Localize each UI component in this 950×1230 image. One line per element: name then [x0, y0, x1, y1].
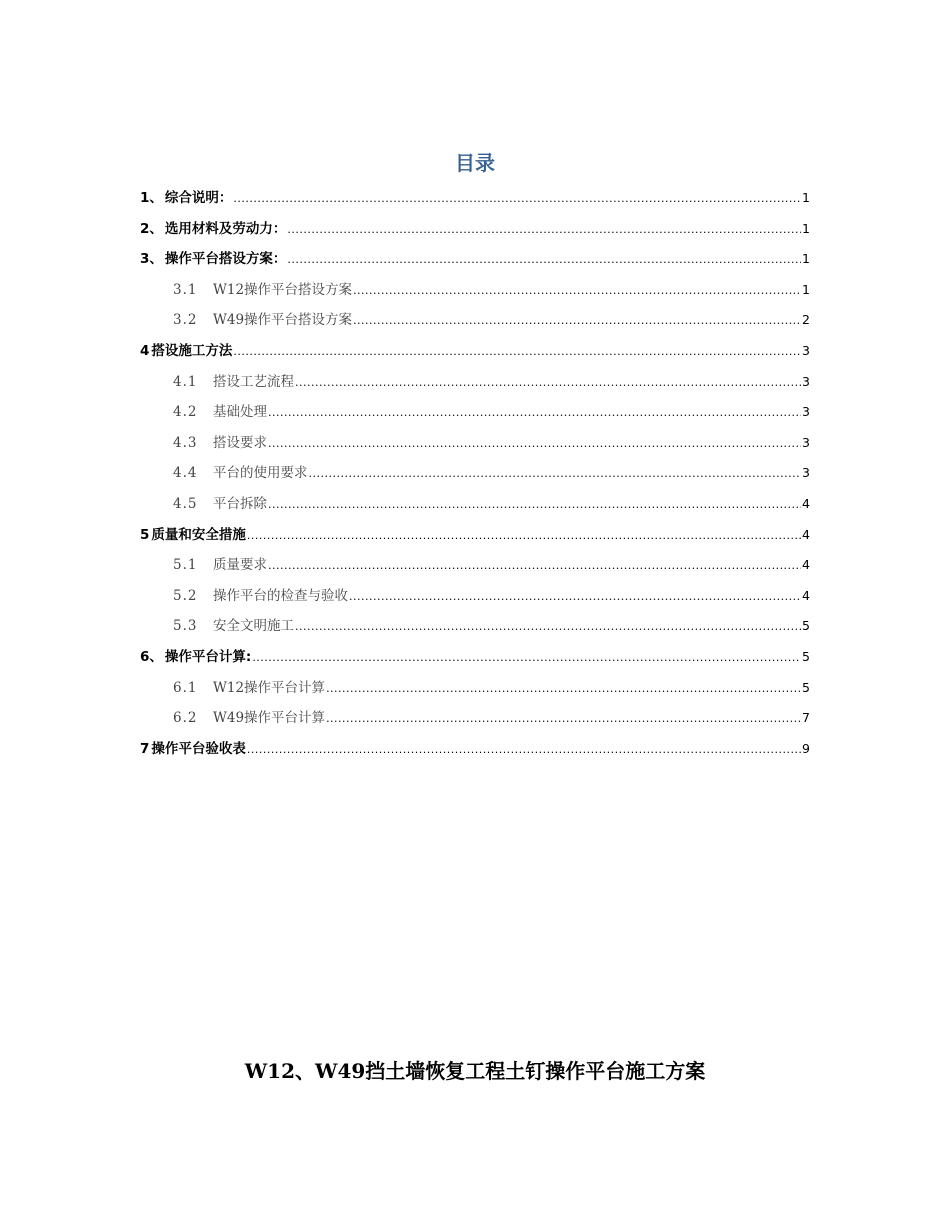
toc-entry-number: 5 [140, 526, 150, 543]
toc-entry[interactable] [140, 336, 810, 367]
toc-entry-label: 平台拆除 [213, 495, 267, 512]
toc-entry-label: 平台的使用要求 [213, 465, 308, 482]
toc-entry-number: 6.1 [173, 679, 198, 696]
toc-entry-number: 3.2 [173, 312, 198, 329]
toc-page-number: 5 [802, 648, 810, 664]
toc-page-number: 5 [802, 679, 810, 695]
toc-leader-dots [326, 704, 801, 735]
toc-entry[interactable] [140, 520, 810, 551]
toc-page-number: 4 [802, 526, 810, 542]
toc-entry-number: 6.2 [173, 710, 198, 727]
toc-subentry[interactable] [140, 703, 810, 734]
toc-entry-number: 4 [140, 342, 150, 359]
toc-entry-number: 4.1 [173, 373, 198, 390]
toc-entry-label: 搭设要求 [213, 434, 267, 451]
toc-page-number: 4 [802, 495, 810, 511]
toc-subentry[interactable] [140, 458, 810, 489]
toc-entry-label: 搭设工艺流程 [213, 373, 294, 390]
toc-entry-number: 4.4 [173, 465, 198, 482]
toc-leader-dots [233, 184, 801, 215]
toc-subentry[interactable] [140, 305, 810, 336]
toc-page-number: 9 [802, 740, 810, 756]
table-of-contents [140, 183, 810, 764]
toc-page-number: 4 [802, 557, 810, 573]
toc-entry-label: 操作平台搭设方案： [164, 251, 287, 268]
toc-leader-dots [353, 306, 801, 337]
toc-entry[interactable] [140, 183, 810, 214]
toc-leader-dots [247, 521, 801, 552]
toc-page-number: 3 [802, 434, 810, 450]
toc-entry-number: 4.3 [173, 434, 198, 451]
toc-entry-number: 5.3 [173, 618, 198, 635]
toc-entry-label: 安全文明施工 [213, 618, 294, 635]
toc-entry-number: 2、 [140, 220, 163, 237]
toc-page-number: 1 [802, 220, 810, 236]
toc-page-number: 2 [802, 312, 810, 328]
toc-entry-label: 基础处理 [213, 404, 267, 421]
toc-entry[interactable] [140, 734, 810, 765]
toc-entry-label: W12操作平台计算 [213, 679, 326, 696]
toc-entry-number: 6、 [140, 648, 163, 665]
toc-leader-dots [268, 551, 801, 582]
toc-entry-label: 搭设施工方法 [151, 342, 233, 359]
toc-page-number: 7 [802, 710, 810, 726]
toc-subentry[interactable] [140, 367, 810, 398]
toc-page-number: 1 [802, 251, 810, 267]
toc-entry-label: 操作平台的检查与验收 [213, 587, 348, 604]
toc-entry-label: W49操作平台搭设方案 [213, 312, 353, 329]
toc-entry-label: 综合说明： [164, 190, 233, 206]
toc-subentry[interactable] [140, 489, 810, 520]
toc-leader-dots [295, 612, 801, 643]
toc-page-number: 3 [802, 404, 810, 420]
toc-entry-number: 5.2 [173, 587, 198, 604]
toc-leader-dots [268, 398, 801, 429]
toc-leader-dots [252, 643, 801, 674]
toc-leader-dots [287, 215, 801, 246]
toc-page-number: 5 [802, 618, 810, 634]
toc-page-number: 3 [802, 373, 810, 389]
toc-entry-label: 操作平台计算: [164, 648, 252, 665]
toc-leader-dots [247, 735, 801, 766]
toc-leader-dots [295, 368, 801, 399]
toc-page-number: 1 [802, 281, 810, 297]
toc-entry-label: 质量和安全措施 [151, 526, 246, 543]
toc-entry-number: 4.2 [173, 404, 198, 421]
toc-leader-dots [326, 674, 801, 705]
toc-leader-dots [268, 490, 801, 521]
toc-subentry[interactable] [140, 673, 810, 704]
toc-entry[interactable] [140, 642, 810, 673]
toc-entry[interactable] [140, 214, 810, 245]
toc-entry-label: 操作平台验收表 [151, 740, 246, 757]
toc-entry-number: 7 [140, 740, 150, 757]
toc-subentry[interactable] [140, 550, 810, 581]
toc-leader-dots [349, 582, 801, 613]
document-title: W12、W49挡土墙恢复工程土钉操作平台施工方案 [244, 1059, 706, 1083]
toc-entry-number: 5.1 [173, 557, 198, 574]
toc-page-number: 1 [802, 190, 810, 205]
toc-entry-label: 质量要求 [213, 557, 267, 574]
toc-entry-number: 3、 [140, 251, 163, 268]
toc-entry-label: W12操作平台搭设方案 [213, 281, 353, 298]
toc-entry-label: W49操作平台计算 [213, 710, 326, 727]
toc-title: 目录 [455, 151, 495, 175]
toc-entry-number: 3.1 [173, 281, 198, 298]
toc-entry[interactable] [140, 244, 810, 275]
toc-subentry[interactable] [140, 397, 810, 428]
toc-entry-number: 4.5 [173, 495, 198, 512]
toc-page-number: 3 [802, 465, 810, 481]
toc-subentry[interactable] [140, 611, 810, 642]
toc-entry-number: 1、 [140, 190, 163, 206]
toc-leader-dots [309, 459, 802, 490]
toc-leader-dots [353, 276, 801, 307]
toc-page-number: 3 [802, 342, 810, 358]
toc-page-number: 4 [802, 587, 810, 603]
toc-leader-dots [233, 337, 801, 368]
toc-entry-label: 选用材料及劳动力： [164, 220, 287, 237]
toc-leader-dots [268, 429, 801, 460]
toc-subentry[interactable] [140, 428, 810, 459]
toc-leader-dots [287, 245, 801, 276]
toc-subentry[interactable] [140, 275, 810, 306]
toc-subentry[interactable] [140, 581, 810, 612]
